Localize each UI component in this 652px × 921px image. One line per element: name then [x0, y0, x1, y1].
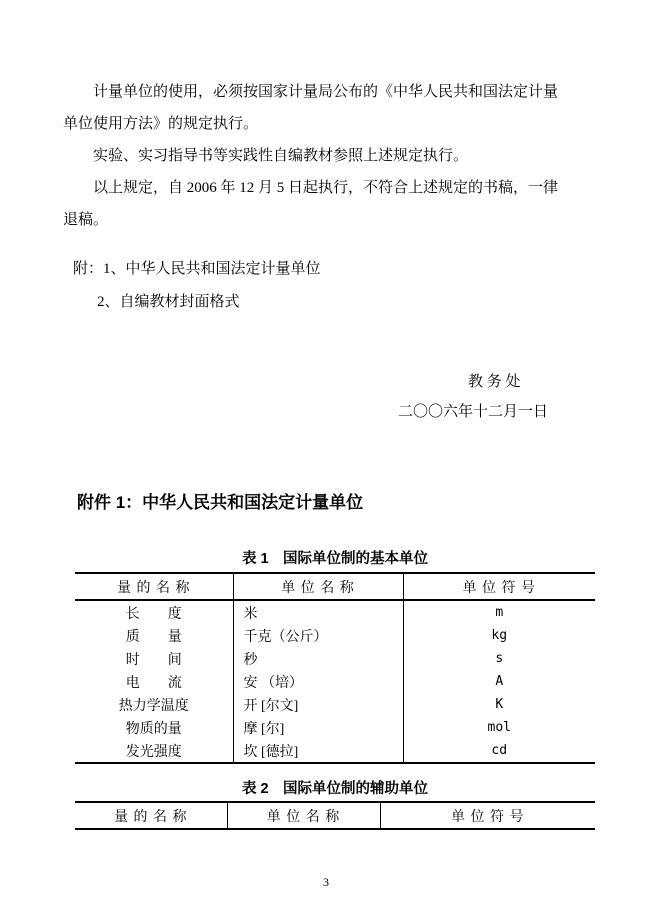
cell-unit-name: 安 （培）: [233, 670, 403, 693]
paragraph-line: 单位使用方法》的规定执行。: [63, 116, 259, 132]
column-header-unit-symbol: 单 位 符 号: [403, 573, 595, 600]
table-row: [75, 600, 595, 624]
table2-title: 表 2 国际单位制的辅助单位: [241, 781, 429, 797]
cell-quantity-name: 热力学温度: [75, 693, 233, 716]
table-header-row: [75, 573, 595, 600]
cell-quantity-name: 长 度: [75, 600, 233, 624]
table-row: [75, 716, 595, 739]
table-row: [75, 670, 595, 693]
cell-quantity-name: 物质的量: [75, 716, 233, 739]
table-row: [75, 693, 595, 716]
paragraph-line: 以上规定，自 2006 年 12 月 5 日起执行，不符合上述规定的书稿，一律: [93, 180, 559, 196]
paragraph-line: 退稿。: [63, 212, 109, 228]
cell-unit-symbol: mol: [487, 720, 511, 735]
table-row: [75, 739, 595, 763]
cell-quantity-name: 时 间: [75, 647, 233, 670]
column-header-quantity-name: 量 的 名 称: [75, 573, 233, 600]
column-header-unit-name: 单 位 名 称: [233, 573, 403, 600]
table-row: [75, 624, 595, 647]
cell-unit-symbol: A: [495, 674, 504, 689]
cell-quantity-name: 发光强度: [75, 739, 233, 763]
cell-unit-name: 开 [尔文]: [233, 693, 403, 716]
attachment-list-line: 附：1、中华人民共和国法定计量单位: [73, 261, 321, 277]
cell-unit-symbol: K: [495, 697, 504, 712]
cell-unit-name: 秒: [233, 647, 403, 670]
paragraph-line: 计量单位的使用，必须按国家计量局公布的《中华人民共和国法定计量: [93, 84, 559, 100]
column-header-unit-symbol: 单 位 符 号: [380, 802, 595, 829]
cell-quantity-name: 电 流: [75, 670, 233, 693]
signature: 教 务 处: [468, 374, 521, 390]
table-row: [75, 647, 595, 670]
paragraph-line: 实验、实习指导书等实践性自编教材参照上述规定执行。: [93, 148, 469, 164]
table-si-base-units: [75, 572, 595, 764]
cell-unit-name: 米: [233, 600, 403, 624]
signature-date: 二〇〇六年十二月一日: [398, 404, 549, 420]
cell-unit-name: 摩 [尔]: [233, 716, 403, 739]
column-header-unit-name: 单 位 名 称: [227, 802, 380, 829]
table-si-supplementary-units: [75, 801, 595, 830]
cell-unit-name: 坎 [德拉]: [233, 739, 403, 763]
appendix-heading: 附件 1：中华人民共和国法定计量单位: [77, 493, 364, 512]
cell-unit-name: 千克（公斤）: [233, 624, 403, 647]
cell-unit-symbol: m: [495, 605, 504, 620]
cell-unit-symbol: s: [495, 651, 504, 666]
table1-title: 表 1 国际单位制的基本单位: [241, 551, 429, 567]
cell-quantity-name: 质 量: [75, 624, 233, 647]
table-header-row: [75, 802, 595, 829]
cell-unit-symbol: cd: [491, 743, 508, 758]
cell-unit-symbol: kg: [491, 628, 508, 643]
attachment-list-line: 2、自编教材封面格式: [97, 294, 240, 310]
column-header-quantity-name: 量 的 名 称: [75, 802, 227, 829]
page-number: 3: [323, 875, 329, 889]
